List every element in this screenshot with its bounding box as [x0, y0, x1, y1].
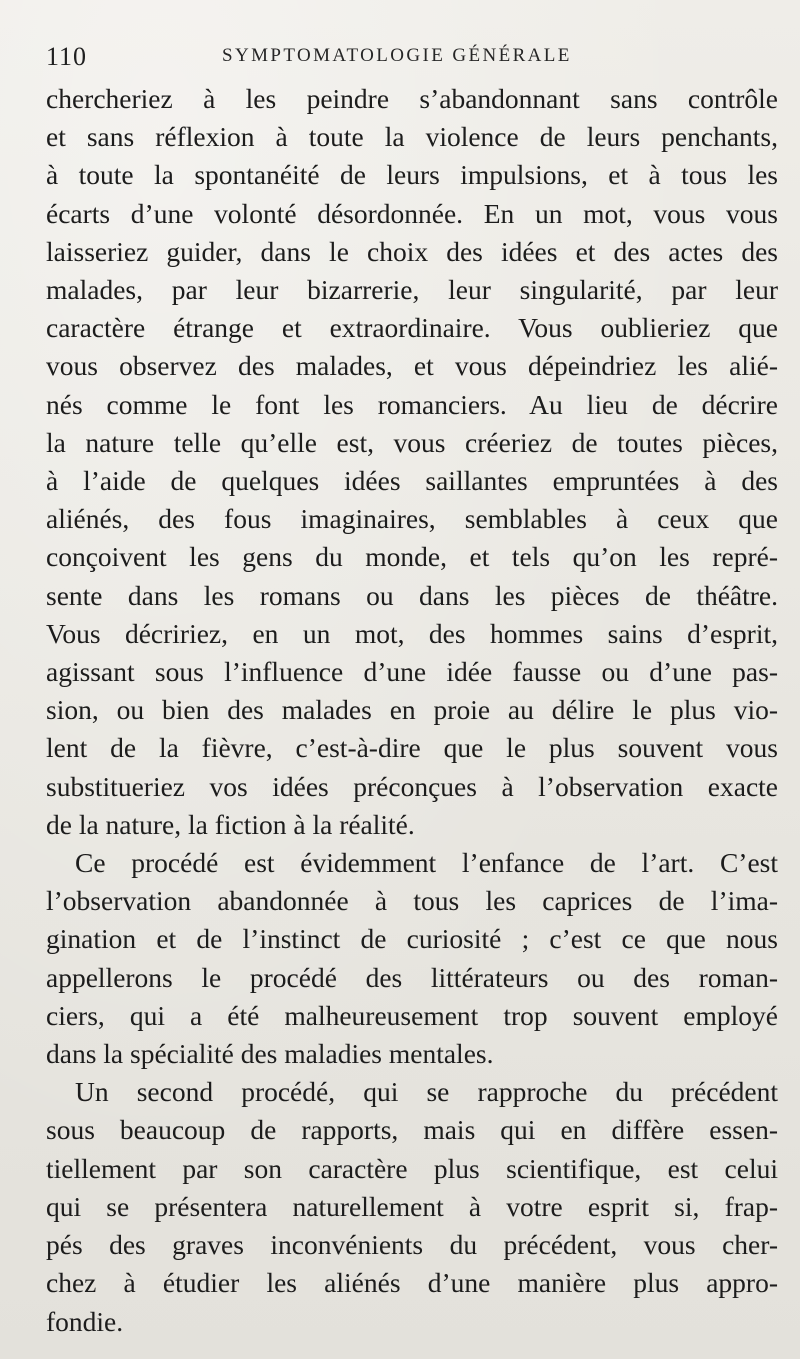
text-line: de la nature, la fiction à la réalité.: [46, 808, 415, 840]
text-line: caractère étrange et extraordinaire. Vous oublieriez que: [46, 312, 778, 344]
text-line: dans la spécialité des maladies mentales.: [46, 1038, 494, 1070]
text-line: la nature telle qu’elle est, vous créeriez de toutes pièces,: [46, 426, 778, 458]
text-line: malades, par leur bizarrerie, leur singularité, par leur: [46, 274, 778, 306]
text-line: ciers, qui a été malheureusement trop souvent employé: [46, 999, 778, 1031]
text-line: écarts d’une volonté désordonnée. En un mot, vous vous: [46, 197, 778, 229]
text-line: Vous décririez, en un mot, des hommes sains d’esprit,: [46, 617, 778, 649]
text-line: l’observation abandonnée à tous les caprices de l’ima-: [46, 885, 778, 917]
text-line: aliénés, des fous imaginaires, semblables à ceux que: [46, 503, 778, 535]
paragraph-3: [46, 1073, 778, 1340]
text-line: vous observez des malades, et vous dépeindriez les alié-: [46, 350, 778, 382]
text-line: gination et de l’instinct de curiosité ; c’est ce que nous: [46, 923, 778, 955]
text-line: appellerons le procédé des littérateurs ou des roman-: [46, 961, 778, 993]
text-line: lent de la fièvre, c’est-à-dire que le plus souvent vous: [46, 732, 778, 764]
page-number: 110: [46, 42, 88, 71]
text-line: conçoivent les gens du monde, et tels qu’on les repré-: [46, 541, 778, 573]
text-line: chez à étudier les aliénés d’une manière plus appro-: [46, 1267, 778, 1299]
text-line: nés comme le font les romanciers. Au lieu de décrire: [46, 388, 778, 420]
text-line: à l’aide de quelques idées saillantes empruntées à des: [46, 465, 778, 497]
text-line: sente dans les romans ou dans les pièces de théâtre.: [46, 579, 778, 611]
text-line: à toute la spontanéité de leurs impulsions, et à tous les: [46, 159, 778, 191]
paragraph-1: [46, 80, 778, 844]
text-line: Ce procédé est évidemment l’enfance de l’art. C’est: [75, 847, 778, 879]
text-line: substitueriez vos idées préconçues à l’observation exacte: [46, 770, 778, 802]
page-header: [46, 36, 778, 80]
running-head: SYMPTOMATOLOGIE GÉNÉRALE: [222, 45, 572, 66]
text-line: laisseriez guider, dans le choix des idées et des actes des: [46, 235, 778, 267]
text-line: tiellement par son caractère plus scientifique, est celui: [46, 1152, 778, 1184]
text-line: pés des graves inconvénients du précédent, vous cher-: [46, 1229, 778, 1261]
text-line: sous beaucoup de rapports, mais qui en diffère essen-: [46, 1114, 778, 1146]
text-line: Un second procédé, qui se rapproche du précédent: [75, 1076, 778, 1108]
text-line: fondie.: [46, 1305, 124, 1337]
body-text: [46, 80, 778, 1341]
text-line: agissant sous l’influence d’une idée fausse ou d’une pas-: [46, 656, 778, 688]
text-line: et sans réflexion à toute la violence de leurs penchants,: [46, 121, 778, 153]
paragraph-2: [46, 844, 778, 1073]
text-line: qui se présentera naturellement à votre esprit si, frap-: [46, 1190, 778, 1222]
text-line: sion, ou bien des malades en proie au délire le plus vio-: [46, 694, 778, 726]
text-line: chercheriez à les peindre s’abandonnant sans contrôle: [46, 83, 778, 114]
